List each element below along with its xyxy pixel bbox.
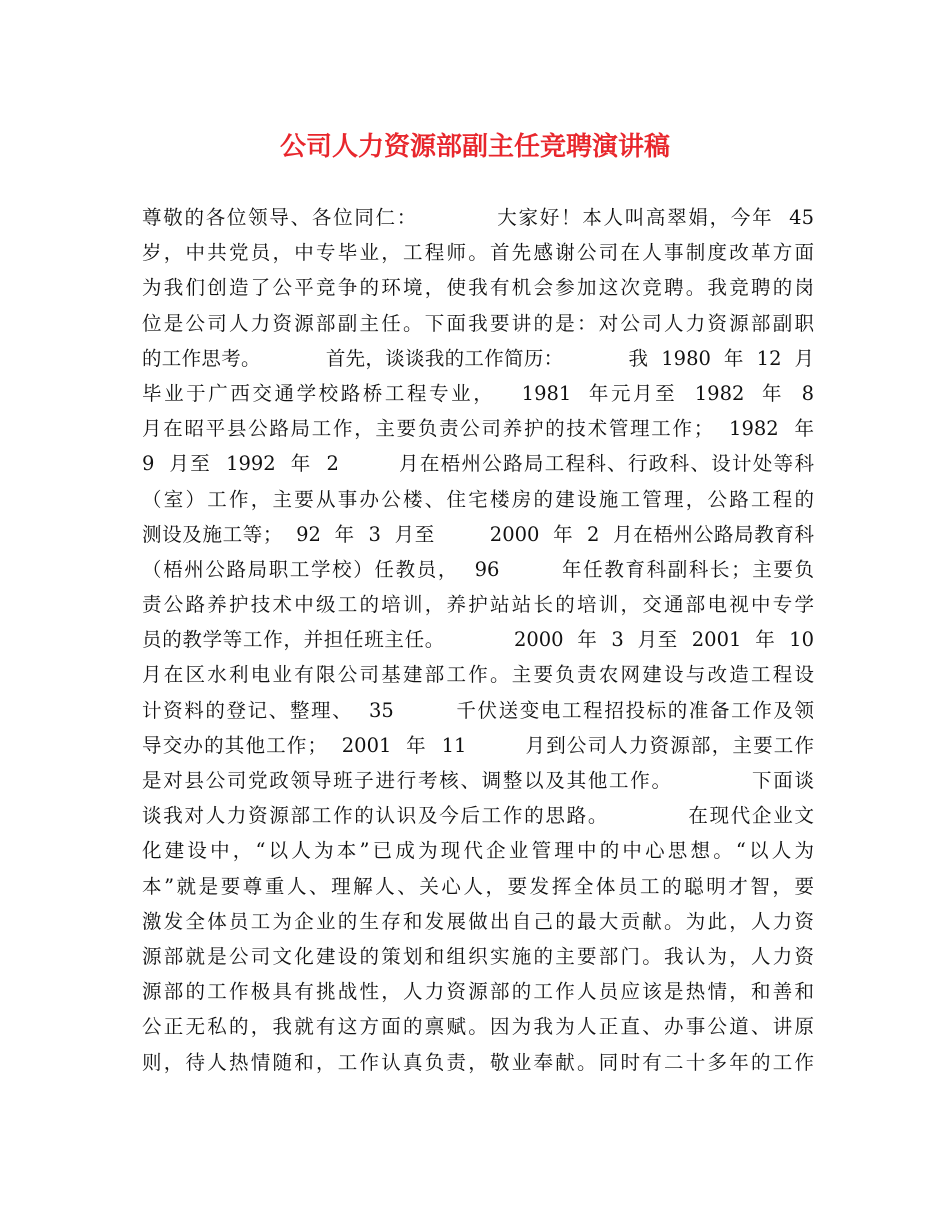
body-line: 的工作思考。 首先，谈谈我的工作简历： 我 1980 年 12 月 bbox=[142, 346, 814, 370]
body-line: 位是公司人力资源部副主任。下面我要讲的是：对公司人力资源部副职 bbox=[142, 311, 814, 335]
body-line: （梧州公路局职工学校）任教员， 96 年任教育科副科长；主要负 bbox=[142, 557, 814, 581]
body-line: 导交办的其他工作； 2001 年 11 月到公司人力资源部，主要工作 bbox=[142, 733, 814, 757]
body-line: 为我们创造了公平竞争的环境，使我有机会参加这次竞聘。我竞聘的岗 bbox=[142, 276, 814, 300]
body-line: 激发全体员工为企业的生存和发展做出自己的最大贡献。为此，人力资 bbox=[142, 909, 814, 933]
body-line: 源部的工作极具有挑战性，人力资源部的工作人员应该是热情，和善和 bbox=[142, 980, 814, 1004]
body-line: 月在区水利电业有限公司基建部工作。主要负责农网建设与改造工程设 bbox=[142, 663, 814, 687]
body-line: 月在昭平县公路局工作，主要负责公司养护的技术管理工作； 1982 年 bbox=[142, 417, 814, 441]
body-line: 计资料的登记、整理、 35 千伏送变电工程招投标的准备工作及领 bbox=[142, 698, 814, 722]
body-line: 本”就是要尊重人、理解人、关心人，要发挥全体员工的聪明才智，要 bbox=[142, 874, 814, 898]
body-line: 源部就是公司文化建设的策划和组织实施的主要部门。我认为，人力资 bbox=[142, 944, 814, 968]
body-line: 岁，中共党员，中专毕业，工程师。首先感谢公司在人事制度改革方面 bbox=[142, 241, 814, 265]
body-line: 9 月至 1992 年 2 月在梧州公路局工程科、行政科、设计处等科 bbox=[142, 452, 814, 476]
body-line: 尊敬的各位领导、各位同仁： 大家好！本人叫高翠娟，今年 45 bbox=[142, 206, 814, 229]
document-title: 公司人力资源部副主任竞聘演讲稿 bbox=[279, 132, 670, 162]
body-line: 则，待人热情随和，工作认真负责，敬业奉献。同时有二十多年的工作 bbox=[142, 1050, 814, 1074]
body-line: 公正无私的，我就有这方面的禀赋。因为我为人正直、办事公道、讲原 bbox=[142, 1015, 814, 1039]
document-body bbox=[142, 200, 814, 1080]
body-line: 是对县公司党政领导班子进行考核、调整以及其他工作。 下面谈 bbox=[142, 769, 814, 792]
body-line: 化建设中，“以人为本”已成为现代企业管理中的中心思想。“以人为 bbox=[142, 839, 814, 863]
body-line: 毕业于广西交通学校路桥工程专业， 1981 年元月至 1982 年 8 bbox=[142, 381, 814, 405]
body-line: 测设及施工等； 92 年 3 月至 2000 年 2 月在梧州公路局教育科 bbox=[142, 522, 814, 546]
body-line: （室）工作，主要从事办公楼、住宅楼房的建设施工管理，公路工程的 bbox=[142, 487, 814, 511]
body-line: 责公路养护技术中级工的培训，养护站站长的培训，交通部电视中专学 bbox=[142, 593, 814, 617]
body-line: 谈我对人力资源部工作的认识及今后工作的思路。 在现代企业文 bbox=[142, 804, 814, 828]
body-line: 员的教学等工作，并担任班主任。 2000 年 3 月至 2001 年 10 bbox=[142, 628, 814, 652]
